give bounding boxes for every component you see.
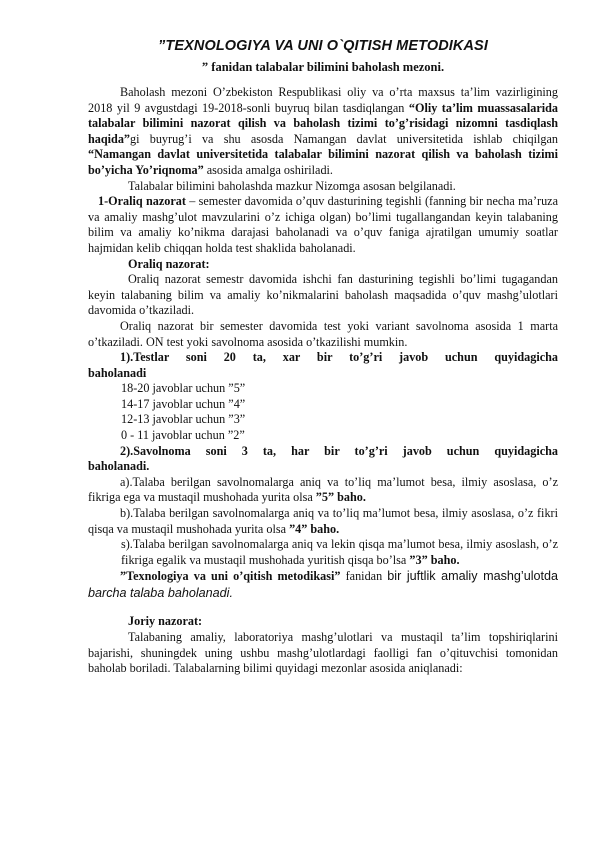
tests-item: 18-20 javoblar uchun ”5” (121, 381, 246, 396)
tests-heading: 1).Testlar soni 20 ta, xar bir to’g’ri javob uchun quyidagicha baholanadi (88, 350, 558, 380)
closing-paragraph: ”Texnologiya va uni o’qitish metodikasi” fanidan bir juftlik amaliy mashg’ulotda barcha talaba baholanadi. (88, 569, 559, 601)
intro-paragraph: Baholash mezoni O’zbekiston Respublikasi oliy va o’rta maxsus ta’lim vazirligining 2018 yil 9 avgustdagi 19-2018-sonli buyruq bilan tasdiqlangan “Oliy ta’lim muassasalarida talabalar bilimini nazorat qilish va baholash tizimi to’g’risidagi nizomni tasdiqlash haqida”gi buyrug’i va shu asosda Namangan davlat universitetida ishlab chiqilgan “Namangan davlat universitetida talabalar bilimini nazorat qilish va baholash tizimi bo’yicha Yo’riqnoma” asosida amalga oshiriladi. (88, 85, 558, 177)
document-title: ”TEXNOLOGIYA VA UNI O`QITISH METODIKASI (158, 38, 488, 54)
savolnoma-s: s).Talaba berilgan savolnomalarga aniq va lekin qisqa ma’lumot besa, ilmiy asoslash, o’z fikriga egalik va mustaqil mushohada yuritish qisqa bo’lsa ”3” baho. (121, 537, 558, 567)
savolnoma-a: a).Talaba berilgan savolnomalarga aniq va to’liq ma’lumot besa, ilmiy asoslasa, o’z fikriga ega va mustaqil mushohada yurita olsa ”5” baho. (88, 474, 558, 505)
oraliq-definition: 1-Oraliq nazorat – semester davomida o’quv dasturining tegishli (fanning bir necha ma’ruza va amaliy mashg’ulot mavzularini o’z ichiga olgan) bo’limi tugallangandan keyin talabaning bilim va amaliy ko’nikma darajasi baholanadi va o’quv faniga ajratilgan umumiy soatlar hajmidan kelib chiqqan holda test shaklida baholanadi. (88, 194, 558, 255)
spacer (88, 602, 558, 614)
tests-item: 14-17 javoblar uchun ”4” (121, 396, 246, 411)
oraliq-paragraph-2: Oraliq nazorat bir semester davomida test yoki variant savolnoma asosida 1 marta o’tkaziladi. ON test yoki savolnoma asosida o’tkazilishi mumkin. (88, 318, 558, 349)
oraliq-heading: Oraliq nazorat: (128, 256, 210, 271)
savolnoma-b: b).Talaba berilgan savolnomalarga aniq va to’liq ma’lumot besa, ilmiy asoslasa, o’z fikri qisqa va mustaqil mushohada yurita olsa ”4” baho. (88, 506, 558, 536)
oraliq-paragraph-1: Oraliq nazorat semestr davomida ishchi fan dasturining tegishli bo’limi tugagandan keyin talabaning bilim va amaliy ko’nikmalarini baholash maqsadida o’quv mashg’ulotlari davomida o’tkaziladi. (88, 272, 558, 318)
joriy-heading: Joriy nazorat: (128, 614, 203, 629)
document-page (88, 38, 558, 677)
joriy-paragraph: Talabaning amaliy, laboratoriya mashg’ulotlari va mustaqil ta’lim topshiriqlarini bajarishi, shuningdek uning ushbu mashg’ulotlardagi faolligi fan o’qituvchisi tomonidan baholab boriladi. Talabalarning bilimi quyidagi mezonlar asosida aniqlanadi: (88, 630, 558, 676)
tests-item: 0 - 11 javoblar uchun ”2” (121, 428, 245, 443)
document-subtitle: ” fanidan talabalar bilimini baholash mezoni. (201, 60, 445, 74)
nizom-line: Talabalar bilimini baholashda mazkur Nizomga asosan belgilanadi. (128, 178, 456, 193)
tests-item: 12-13 javoblar uchun ”3” (121, 412, 246, 427)
savolnoma-heading: 2).Savolnoma soni 3 ta, har bir to’g’ri javob uchun quyidagicha baholanadi. (88, 443, 558, 474)
